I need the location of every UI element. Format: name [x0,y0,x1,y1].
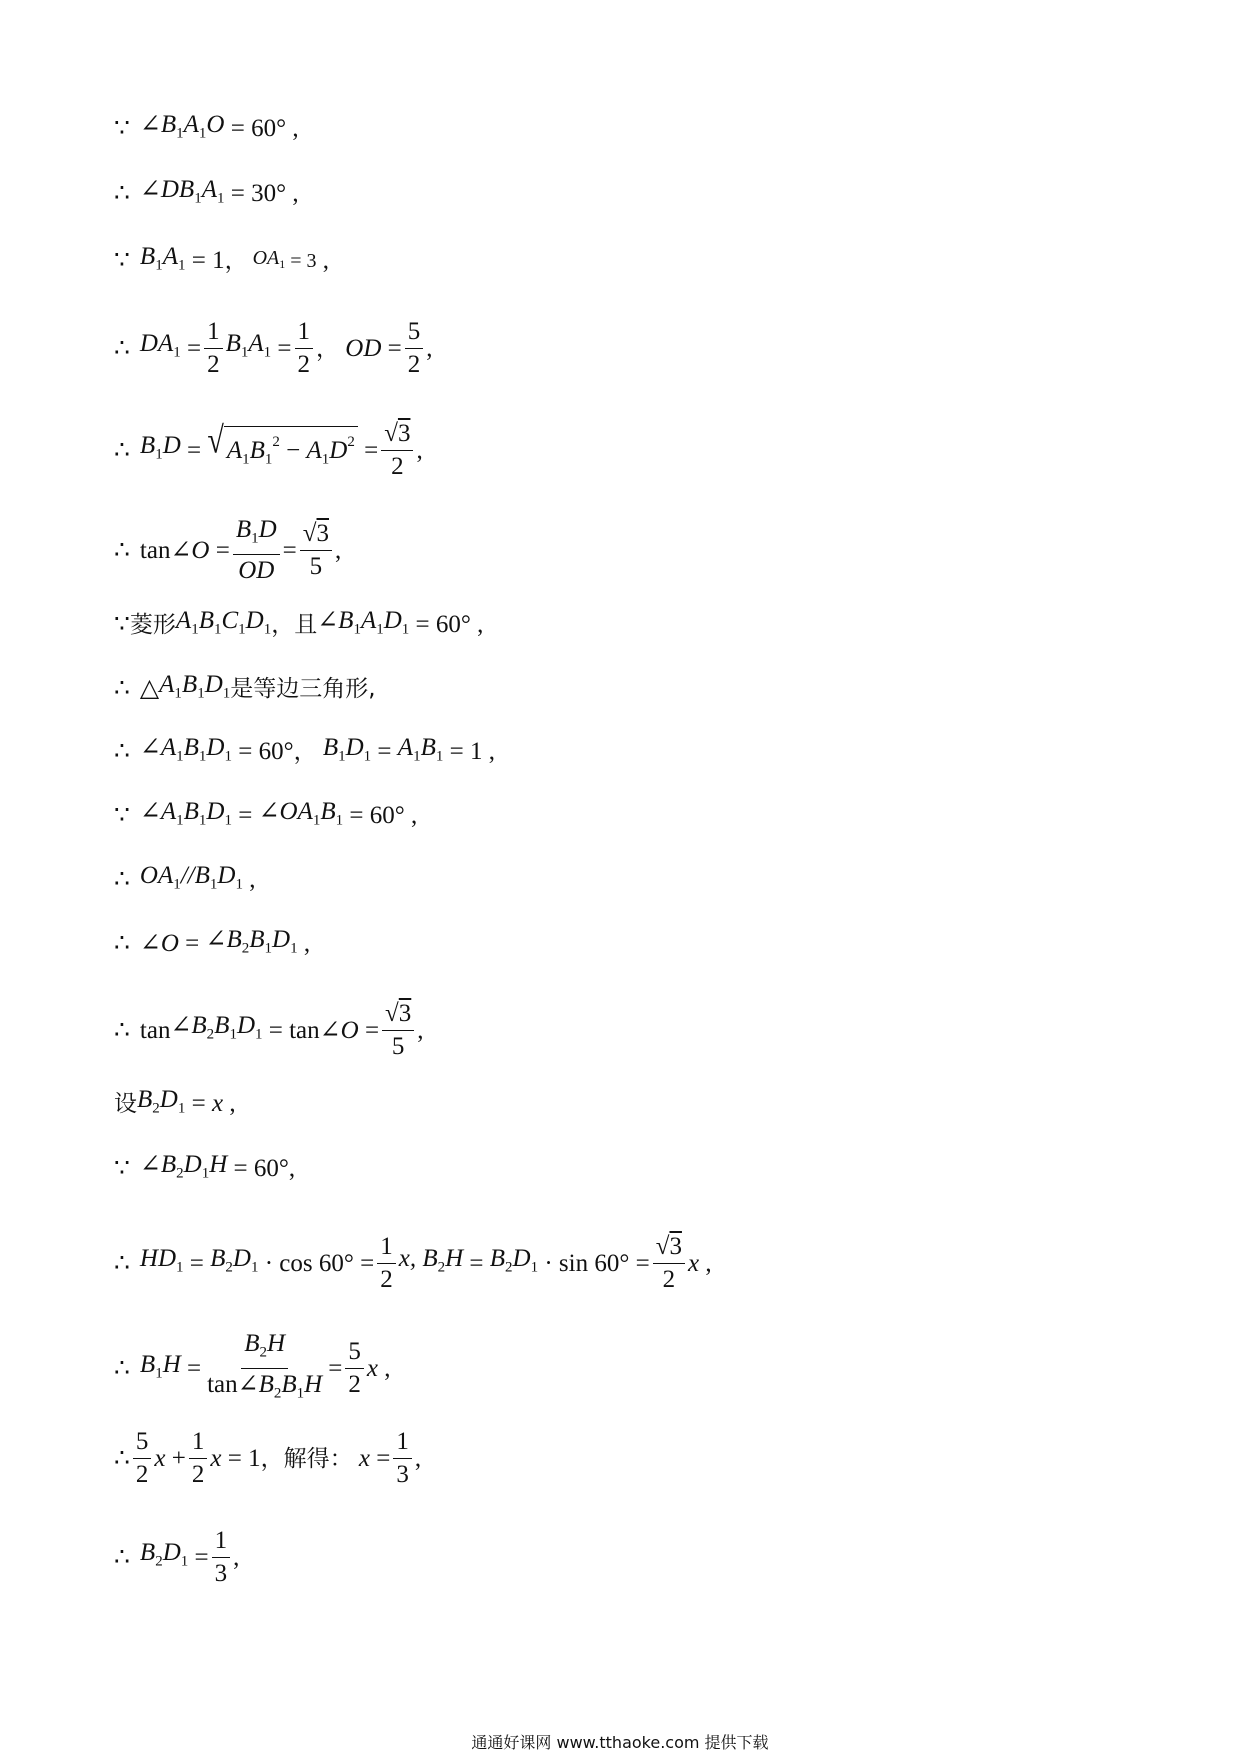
step-14: 设 $B_2D_1$ = x , [114,1086,236,1118]
fraction: $\frac{5}{2}$ [345,1338,364,1399]
step-18: ∴ $\frac{5}{2}$ x + $\frac{1}{2}$ x = 1 ， 解得： x = $\frac{1}{3}$ , [114,1428,422,1488]
square-root: √ $A_1B_1^2 - A_1D^2$ [207,426,357,474]
fraction: $\frac{B_1D}{OD}$ [233,516,280,585]
step-6: ∴ tan ∠O = $\frac{B_1D}{OD}$ = $\frac{√3}{5}$ , [114,516,342,585]
fraction: $\frac{1}{3}$ [212,1527,231,1588]
comma: ， [224,248,248,275]
step-5: ∴ $B_1D$ = √ $A_1B_1^2 - A_1D^2$ = $\frac{√3}{2}$ , [114,420,423,480]
fraction: $\frac{1}{2}$ [377,1233,396,1294]
fraction: $\frac{√3}{5}$ [300,520,332,581]
fraction: $\frac{1}{2}$ [295,318,314,379]
step-8: ∴ △ $A_1B_1D_1$ 是等边三角形 , [114,671,376,703]
step-17: ∴ $B_1H$ = $\frac{B_2H}{\tan\angle B_2B_1H}$ = $\frac{5}{2}$ x , [114,1330,390,1408]
step-4: ∴ $DA_1$ = $\frac{1}{2}$ $B_1A_1$ = $\frac{1}{2}$ ， OD = $\frac{5}{2}$ , [114,318,433,378]
step-10: ∵ $\angle A_1B_1D_1$ = $\angle OA_1B_1$ = 60° , [114,798,418,830]
fraction: $\frac{√3}{2}$ [653,1233,685,1294]
fraction: $\frac{1}{2}$ [204,318,223,379]
fraction: $\frac{5}{2}$ [405,318,424,379]
step-12: ∴ ∠O = $\angle B_2B_1D_1$ , [114,926,311,958]
fraction: $\frac{1}{3}$ [393,1428,412,1489]
page-footer: 通通好课网 www.tthaoke.com 提供下载 [471,1733,769,1752]
fraction: $\frac{5}{2}$ [133,1428,152,1489]
step-16: ∴ $HD_1$ = $B_2D_1$ · cos 60° = $\frac{1}{2}$ x, $B_2H$ = $B_2D_1$ · sin 60° = $\frac{√3}{2}$ x , [114,1233,712,1293]
step-7: ∵ 菱形 $A_1B_1C_1D_1$ ， 且 $\angle B_1A_1D_1$ = 60° , [114,607,484,639]
step-15: ∵ $\angle B_2D_1H$ = 60° , [114,1151,296,1183]
step-19: ∴ $B_2D_1$ = $\frac{1}{3}$ , [114,1527,240,1587]
step-11: ∴ $OA_1//B_1D_1$ , [114,862,256,894]
fraction: $\frac{1}{2}$ [189,1428,208,1489]
fraction: $\frac{B_2H}{\tan\angle B_2B_1H}$ [207,1330,323,1402]
fraction: $\frac{√3}{2}$ [381,420,413,481]
step-1: ∵ $\angle B_1A_1O$ = 60° , [114,111,299,143]
step-3: ∵ $B_1A_1$ = 1 ， $OA_1$ = 3 , [114,243,330,275]
step-13: ∴ tan $\angle B_2B_1D_1$ = tan ∠O = $\frac{√3}{5}$ , [114,1000,424,1060]
fraction: $\frac{√3}{5}$ [382,1000,414,1061]
step-9: ∴ $\angle A_1B_1D_1$ = 60° ， $B_1D_1$ = $A_1B_1$ = 1 , [114,734,495,766]
step-2: ∴ $\angle DB_1A_1$ = 30° , [114,176,299,208]
